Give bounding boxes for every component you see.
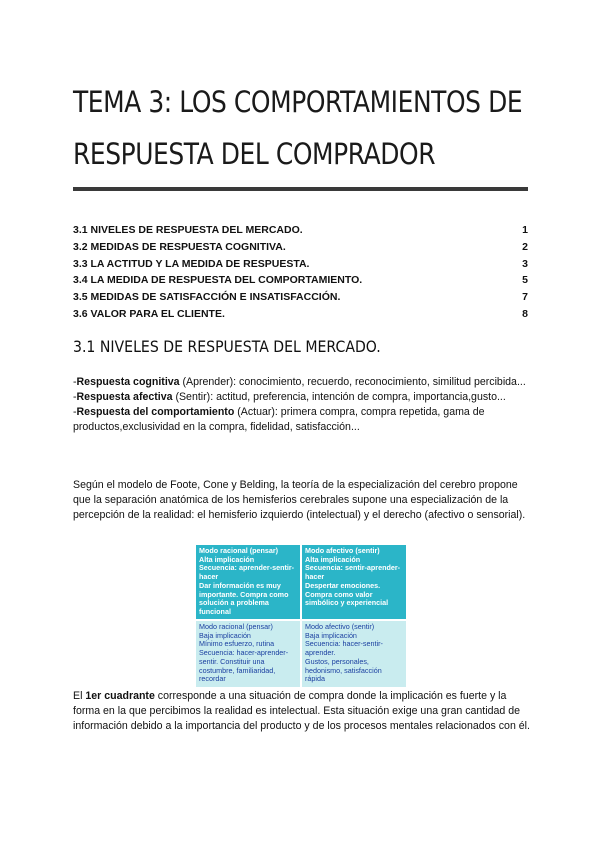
response-item: -Respuesta cognitiva (Aprender): conocimiento, recuerdo, reconocimiento, similitud percibida... bbox=[73, 376, 526, 388]
cuadrante-paragraph: El 1er cuadrante corresponde a una situación de compra donde la implicación es fuerte y la forma en la que percibimos la realidad es intelectual. Esta situación exige una gran cantidad de información debido a la importancia del producto y de los procesos mentales relacionados con él. bbox=[73, 690, 530, 732]
toc-item-label: 3.4 LA MEDIDA DE RESPUESTA DEL COMPORTAMIENTO. bbox=[73, 274, 363, 287]
title-line-1: TEMA 3: LOS COMPORTAMIENTOS DE bbox=[73, 85, 523, 119]
title-divider bbox=[73, 187, 528, 191]
toc-item[interactable] bbox=[73, 256, 528, 273]
foote-paragraph: Según el modelo de Foote, Cone y Belding, la teoría de la especialización del cerebro propone que la separación anatómica de los hemisferios cerebrales supone una especialización de la percepción de la realidad: el hemisferio izquierdo (intelectual) y el derecho (afectivo o sensorial). bbox=[73, 479, 526, 521]
toc-item-page: 1 bbox=[522, 224, 528, 236]
toc-item-page: 5 bbox=[522, 274, 528, 287]
toc-item-label: 3.5 MEDIDAS DE SATISFACCIÓN E INSATISFACCIÓN. bbox=[73, 291, 341, 304]
toc-item[interactable] bbox=[73, 272, 528, 289]
toc-item-page: 3 bbox=[522, 257, 528, 270]
grid-cell-top-right: Modo afectivo (sentir) Alta implicación Secuencia: sentir-aprender-hacer Despertar emociones. Compra como valor simbólico y experiencial bbox=[302, 545, 406, 619]
grid-cell-top-left: Modo racional (pensar) Alta implicación Secuencia: aprender-sentir-hacer Dar información es muy importante. Compra como solución a problema funcional bbox=[196, 545, 300, 619]
toc-item-page: 2 bbox=[522, 240, 528, 253]
toc-item-label: 3.6 VALOR PARA EL CLIENTE. bbox=[73, 307, 225, 320]
page-title bbox=[73, 76, 529, 180]
fcb-grid-figure bbox=[196, 545, 406, 685]
toc-item[interactable] bbox=[73, 289, 528, 306]
grid-cell-bottom-left: Modo racional (pensar) Baja implicación Mínimo esfuerzo, rutina Secuencia: hacer-aprender-sentir. Constituir una costumbre, familiaridad, recordar bbox=[196, 621, 300, 687]
toc-item[interactable] bbox=[73, 306, 528, 323]
response-item: -Respuesta afectiva (Sentir): actitud, preferencia, intención de compra, importancia,gusto... bbox=[73, 391, 506, 403]
section-heading: 3.1 NIVELES DE RESPUESTA DEL MERCADO. bbox=[73, 337, 381, 356]
table-of-contents bbox=[73, 222, 528, 323]
toc-item[interactable] bbox=[73, 239, 528, 256]
title-line-2: RESPUESTA DEL COMPRADOR bbox=[73, 137, 436, 171]
grid-cell-bottom-right: Modo afectivo (sentir) Baja implicación Secuencia: hacer-sentir-aprender. Gustos, personales, hedonismo, satisfacción rápida bbox=[302, 621, 406, 687]
toc-item-page: 7 bbox=[522, 291, 528, 304]
toc-item-label: 3.3 LA ACTITUD Y LA MEDIDA DE RESPUESTA. bbox=[73, 257, 310, 270]
toc-item-label: 3.2 MEDIDAS DE RESPUESTA COGNITIVA. bbox=[73, 240, 286, 253]
toc-item-label: 3.1 NIVELES DE RESPUESTA DEL MERCADO. bbox=[73, 224, 303, 236]
response-item: -Respuesta del comportamiento (Actuar): primera compra, compra repetida, gama de productos,exclusividad en la compra, fidelidad, satisfacción... bbox=[73, 406, 485, 433]
responses-paragraph bbox=[73, 375, 533, 435]
toc-item-page: 8 bbox=[522, 307, 528, 320]
toc-item[interactable] bbox=[73, 222, 528, 239]
